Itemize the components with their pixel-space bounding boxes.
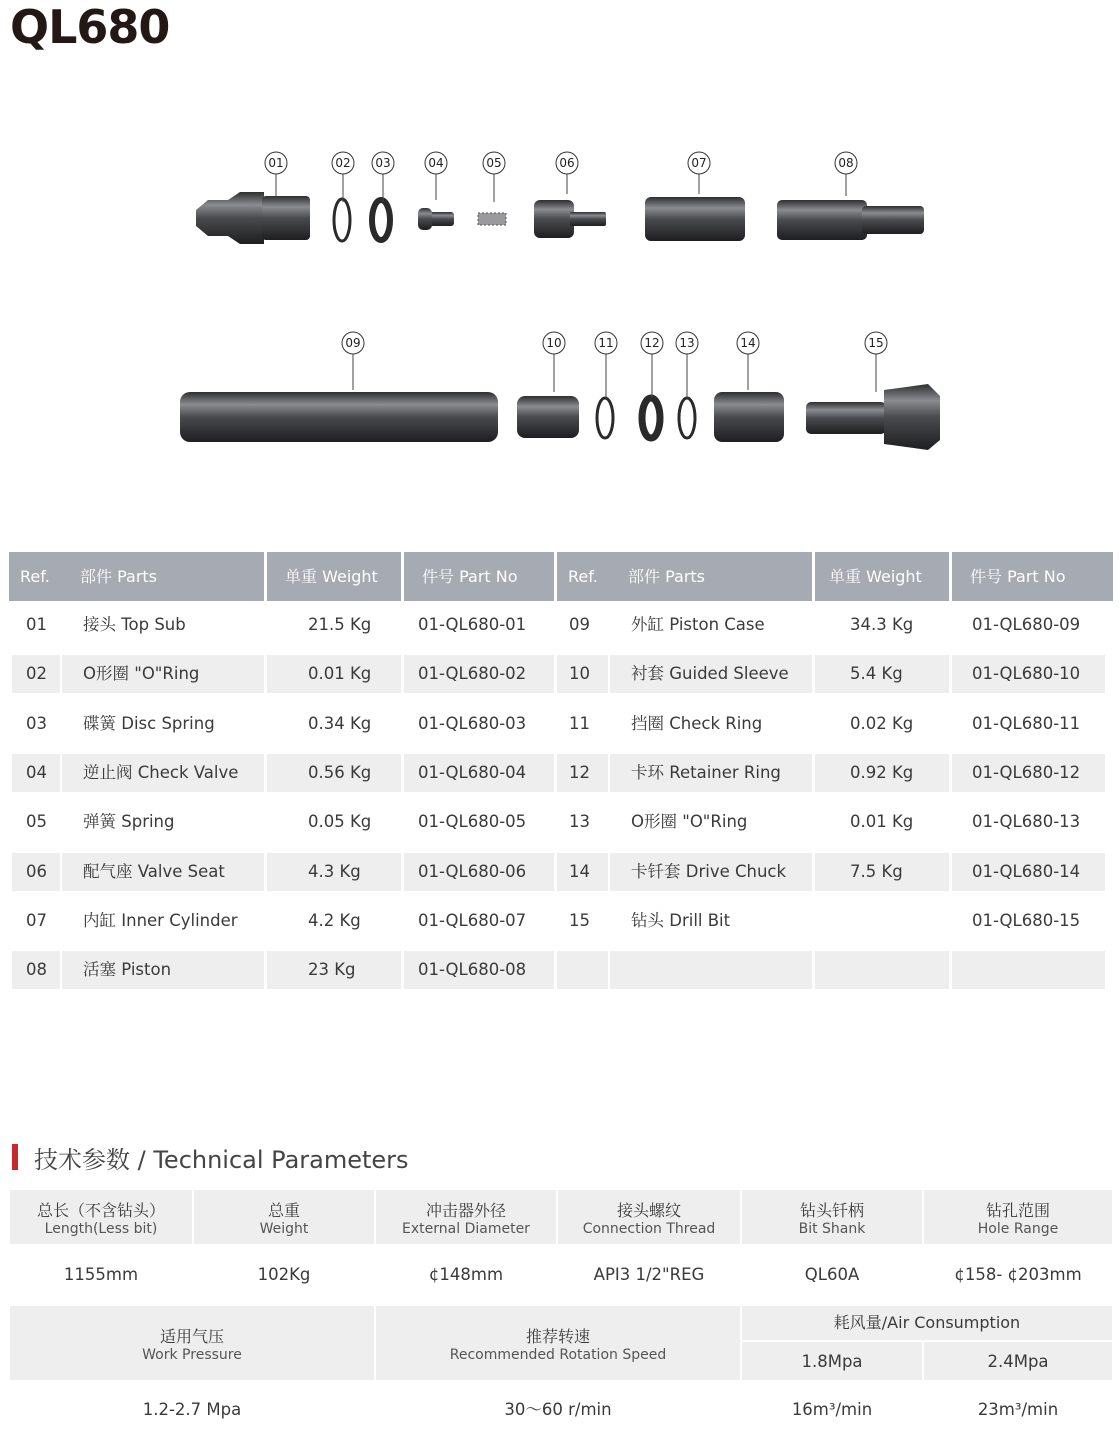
part-11-check-ring xyxy=(597,398,613,438)
tech-value-cell: 102Kg xyxy=(257,1265,311,1284)
pressure-value: 1.2-2.7 Mpa xyxy=(142,1400,242,1419)
parts-cell-weight: 0.56 Kg xyxy=(267,754,401,792)
parts-cell-part: 弹簧 Spring xyxy=(83,812,175,832)
tech-label-cn: 冲击器外径 xyxy=(425,1201,506,1220)
parts-cell-part: O形圈 "O"Ring xyxy=(62,655,264,693)
part-10-guided-sleeve xyxy=(517,396,579,438)
parts-cell-weight xyxy=(815,902,949,940)
parts-cell-ref: 09 xyxy=(569,615,590,634)
parts-cell-partno: 01-QL680-05 xyxy=(418,812,527,832)
callout-label: 15 xyxy=(868,336,884,350)
tech-header-cell xyxy=(194,1190,374,1244)
tech-label-cn: 钻头钎柄 xyxy=(799,1201,864,1220)
tech-header-cell xyxy=(10,1190,192,1244)
part-05-spring xyxy=(478,213,506,225)
parts-cell-part: 卡环 Retainer Ring xyxy=(610,754,812,792)
tech-params-heading: 技术参数 / Technical Parameters xyxy=(34,1146,409,1174)
parts-cell-part: 挡圈 Check Ring xyxy=(631,713,763,733)
tech-label-en: Connection Thread xyxy=(582,1221,716,1237)
tech-label-cn: 接头螺纹 xyxy=(616,1201,681,1220)
tech-label-en: Length(Less bit) xyxy=(44,1221,158,1237)
parts-cell-partno: 01-QL680-07 xyxy=(418,910,527,930)
parts-cell-partno: 01-QL680-11 xyxy=(972,713,1081,733)
callout-label: 11 xyxy=(598,336,614,350)
parts-cell-ref: 01 xyxy=(26,615,47,634)
parts-cell-ref: 07 xyxy=(26,910,47,930)
parts-cell-weight: 5.4 Kg xyxy=(815,655,949,693)
tech-header-cell xyxy=(558,1190,740,1244)
parts-cell-ref: 12 xyxy=(557,754,608,792)
parts-cell-weight: 4.3 Kg xyxy=(267,853,401,891)
parts-cell-empty xyxy=(557,951,608,989)
speed-label-en: Recommended Rotation Speed xyxy=(449,1347,667,1363)
air-consumption-title: 耗风量/Air Consumption xyxy=(833,1313,1021,1332)
parts-cell-weight: 0.02 Kg xyxy=(850,713,914,733)
header-weight-2: 单重 Weight xyxy=(815,552,949,601)
part-07-inner-cylinder xyxy=(645,197,745,241)
callout-label: 07 xyxy=(691,156,707,170)
parts-cell-part: 逆止阀 Check Valve xyxy=(62,754,264,792)
callout-label: 10 xyxy=(546,336,562,350)
parts-cell-part: 外缸 Piston Case xyxy=(631,615,765,634)
parts-cell-weight: 23 Kg xyxy=(267,951,401,989)
parts-cell-weight: 7.5 Kg xyxy=(815,853,949,891)
parts-cell-weight: 0.34 Kg xyxy=(308,713,372,733)
parts-cell-partno: 01-QL680-02 xyxy=(404,655,554,693)
part-06-valve-seat xyxy=(534,200,606,238)
pressure-header xyxy=(10,1306,374,1380)
air-pressure-2: 2.4Mpa xyxy=(924,1342,1112,1380)
part-02-o-ring xyxy=(334,199,350,241)
header-parts: 部件 Parts xyxy=(62,552,264,601)
parts-cell-empty xyxy=(610,951,812,989)
part-15-drill-bit xyxy=(806,384,940,450)
tech-value-cell: API3 1/2"REG xyxy=(593,1265,705,1284)
parts-cell-partno: 01-QL680-15 xyxy=(972,910,1081,930)
tech-header-cell xyxy=(742,1190,922,1244)
tech-label-en: Bit Shank xyxy=(798,1221,866,1237)
part-04-check-valve xyxy=(418,208,454,230)
parts-cell-weight: 0.01 Kg xyxy=(850,812,914,832)
title-accent-bar xyxy=(12,1144,18,1170)
parts-cell-weight: 34.3 Kg xyxy=(850,615,914,634)
speed-header xyxy=(376,1306,740,1380)
air-volume-1: 16m³/min xyxy=(791,1400,873,1419)
parts-cell-part: 卡钎套 Drive Chuck xyxy=(610,853,812,891)
header-partno: 件号 Part No xyxy=(404,552,554,601)
tech-header-cell xyxy=(924,1190,1112,1244)
exploded-parts-diagram xyxy=(0,140,1120,460)
header-partno-2: 件号 Part No xyxy=(952,552,1113,601)
header-weight: 单重 Weight xyxy=(267,552,401,601)
callout-label: 04 xyxy=(428,156,444,170)
parts-cell-weight: 0.01 Kg xyxy=(267,655,401,693)
callout-label: 14 xyxy=(740,336,756,350)
part-08-piston xyxy=(777,200,924,240)
parts-cell-ref: 15 xyxy=(569,910,590,930)
parts-cell-ref: 03 xyxy=(26,713,47,733)
parts-cell-part: 配气座 Valve Seat xyxy=(62,853,264,891)
pressure-label-cn: 适用气压 xyxy=(159,1327,224,1346)
callout-label: 13 xyxy=(679,336,695,350)
parts-cell-ref: 14 xyxy=(557,853,608,891)
parts-cell-weight: 0.05 Kg xyxy=(308,812,372,832)
parts-cell-part: 内缸 Inner Cylinder xyxy=(83,910,238,930)
air-consumption-header xyxy=(742,1306,1112,1340)
parts-cell-ref: 02 xyxy=(12,655,60,693)
tech-value-cell: 1155mm xyxy=(63,1265,139,1284)
callout-label: 03 xyxy=(375,156,391,170)
parts-cell-partno: 01-QL680-13 xyxy=(972,812,1081,832)
parts-cell-partno: 01-QL680-12 xyxy=(952,754,1105,792)
header-ref: Ref. xyxy=(9,552,71,601)
callout-label: 09 xyxy=(345,336,361,350)
callout-label: 12 xyxy=(644,336,660,350)
part-13-o-ring xyxy=(679,398,695,438)
speed-value: 30～60 r/min xyxy=(504,1400,612,1419)
tech-value-cell: ¢158- ¢203mm xyxy=(954,1265,1082,1284)
callout-label: 01 xyxy=(268,156,284,170)
tech-label-en: Weight xyxy=(259,1221,309,1237)
part-14-drive-chuck xyxy=(714,392,784,442)
parts-cell-part: 钻头 Drill Bit xyxy=(631,910,731,930)
parts-cell-partno: 01-QL680-01 xyxy=(418,615,527,634)
callout-label: 02 xyxy=(335,156,351,170)
pressure-label-en: Work Pressure xyxy=(142,1347,242,1363)
parts-cell-partno: 01-QL680-10 xyxy=(952,655,1105,693)
tech-header-cell xyxy=(376,1190,556,1244)
air-volume-2: 23m³/min xyxy=(977,1400,1059,1419)
parts-cell-partno: 01-QL680-08 xyxy=(404,951,554,989)
parts-cell-part: 衬套 Guided Sleeve xyxy=(610,655,812,693)
parts-cell-partno: 01-QL680-04 xyxy=(404,754,554,792)
callout-label: 06 xyxy=(559,156,575,170)
callout-labels xyxy=(265,152,887,398)
speed-label-cn: 推荐转速 xyxy=(525,1327,590,1346)
parts-cell-weight: 21.5 Kg xyxy=(308,615,372,634)
parts-cell-ref: 08 xyxy=(12,951,60,989)
tech-value-cell: QL60A xyxy=(804,1265,860,1284)
part-shapes xyxy=(180,192,940,450)
parts-cell-part: 碟簧 Disc Spring xyxy=(83,713,215,733)
parts-cell-partno: 01-QL680-03 xyxy=(418,713,527,733)
part-01-top-sub xyxy=(196,192,310,244)
parts-cell-ref: 13 xyxy=(569,812,590,832)
air-pressure-1: 1.8Mpa xyxy=(742,1342,922,1380)
tech-label-cn: 总重 xyxy=(267,1201,300,1220)
parts-cell-ref: 04 xyxy=(12,754,60,792)
tech-label-en: Hole Range xyxy=(977,1221,1059,1237)
parts-cell-ref: 05 xyxy=(26,812,47,832)
parts-cell-part: O形圈 "O"Ring xyxy=(631,812,748,832)
parts-cell-empty xyxy=(815,951,949,989)
part-12-retainer-ring xyxy=(642,398,660,438)
part-09-piston-case xyxy=(180,392,498,442)
parts-cell-weight: 0.92 Kg xyxy=(815,754,949,792)
callout-label: 05 xyxy=(486,156,502,170)
tech-label-cn: 总长（不含钻头） xyxy=(36,1201,165,1220)
part-03-disc-spring xyxy=(372,200,390,240)
parts-cell-partno: 01-QL680-14 xyxy=(952,853,1105,891)
parts-cell-weight: 4.2 Kg xyxy=(308,910,361,930)
parts-cell-part: 接头 Top Sub xyxy=(83,615,186,634)
parts-cell-ref: 06 xyxy=(12,853,60,891)
header-parts-2: 部件 Parts xyxy=(610,552,812,601)
parts-cell-ref: 11 xyxy=(569,713,590,733)
parts-cell-partno: 01-QL680-06 xyxy=(404,853,554,891)
header-ref-2: Ref. xyxy=(557,552,619,601)
parts-cell-empty xyxy=(952,951,1105,989)
parts-cell-part: 活塞 Piston xyxy=(62,951,264,989)
tech-label-cn: 钻孔范围 xyxy=(985,1201,1050,1220)
tech-value-cell: ¢148mm xyxy=(428,1265,504,1284)
page-title: QL680 xyxy=(10,0,170,54)
parts-cell-ref: 10 xyxy=(557,655,608,693)
tech-label-en: External Diameter xyxy=(402,1221,530,1237)
callout-label: 08 xyxy=(838,156,854,170)
parts-cell-partno: 01-QL680-09 xyxy=(972,615,1081,634)
